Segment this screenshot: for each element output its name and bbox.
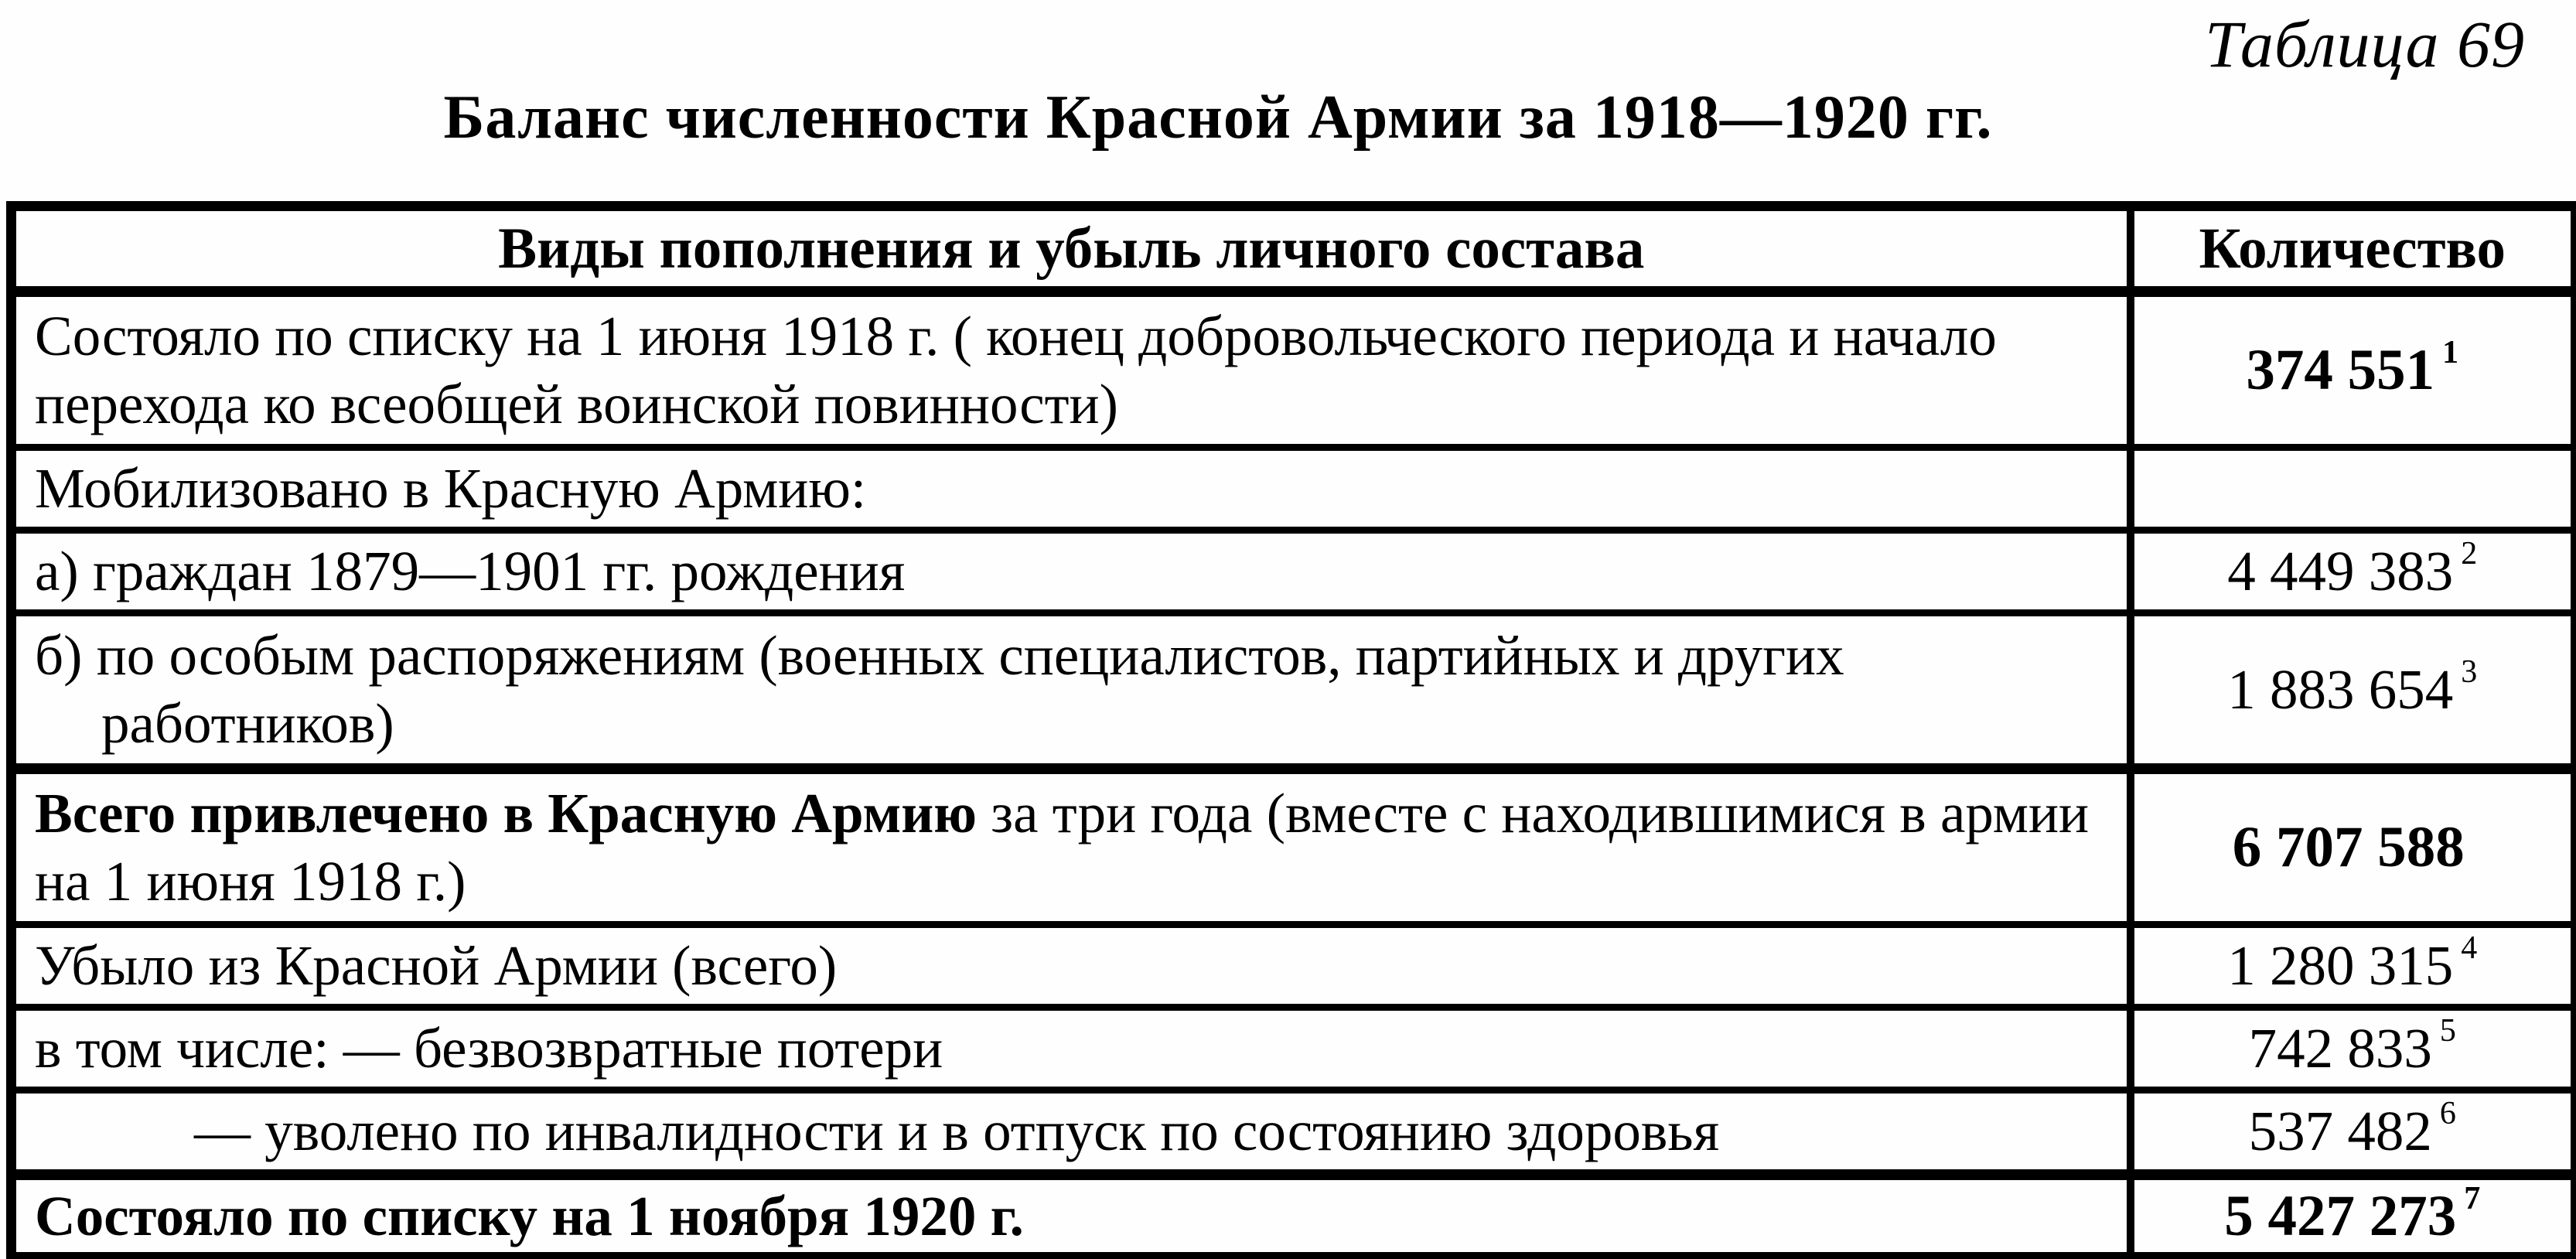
- footnote-marker: 7: [2464, 1180, 2481, 1216]
- column-header-types: Виды пополнения и убыль личного состава: [12, 206, 2131, 292]
- row-label-cell: [12, 292, 2131, 448]
- table-caption-number: Таблица 69: [2205, 7, 2525, 81]
- row-label-text: за три года (вместе с находившимися в армии на 1 июня 1918 г.): [35, 782, 2090, 913]
- row-value-cell: [2131, 1175, 2576, 1257]
- row-label-text: Убыло из Красной Армии (всего): [35, 934, 838, 997]
- row-label-text: в том числе: — безвозвратные потери: [35, 1017, 943, 1080]
- footnote-marker: 1: [2442, 335, 2459, 370]
- table-row: [12, 1175, 2576, 1257]
- table-header-row: [12, 206, 2576, 292]
- row-label-cell: [12, 531, 2131, 613]
- footnote-marker: 3: [2461, 654, 2478, 690]
- row-label-text: а) граждан 1879—1901 гг. рождения: [35, 540, 906, 602]
- table-row: [12, 769, 2576, 925]
- footnote-marker: 6: [2439, 1096, 2456, 1131]
- row-value-cell: [2131, 448, 2576, 531]
- table-row: [12, 1008, 2576, 1090]
- table-row: [12, 448, 2576, 531]
- footnote-marker: 4: [2461, 930, 2478, 966]
- page-title: Баланс численности Красной Армии за 1918—1920 гг.: [443, 84, 1993, 152]
- footnote-marker: 2: [2461, 536, 2478, 571]
- table-row: [12, 613, 2576, 769]
- row-label-text: б) по особым распоряжениям (военных специалистов, партийных и других работников): [35, 624, 1844, 755]
- row-value-cell: [2131, 613, 2576, 769]
- row-value: 4 449 383: [2227, 540, 2454, 602]
- row-value-cell: [2131, 1090, 2576, 1175]
- row-label-text: Мобилизовано в Красную Армию:: [35, 457, 867, 520]
- table-row: [12, 925, 2576, 1008]
- row-label-cell: [12, 1175, 2131, 1257]
- row-value: 374 551: [2246, 338, 2435, 402]
- row-value: 1 280 315: [2227, 934, 2454, 997]
- row-label-cell: [12, 448, 2131, 531]
- row-label-cell: [12, 769, 2131, 925]
- row-value: 742 833: [2248, 1017, 2432, 1080]
- row-value-cell: [2131, 1008, 2576, 1090]
- row-label-lead: Всего привлечено в Красную Армию: [35, 782, 978, 844]
- footnote-marker: 5: [2439, 1013, 2456, 1049]
- row-label-cell: [12, 1008, 2131, 1090]
- row-value-cell: [2131, 531, 2576, 613]
- balance-table: [6, 201, 2576, 1259]
- row-label-cell: [12, 1090, 2131, 1175]
- row-value: 6 707 588: [2232, 815, 2465, 879]
- row-label-cell: [12, 613, 2131, 769]
- row-label-lead: Состояло по списку на 1 ноября 1920 г.: [35, 1184, 1024, 1247]
- table-row: [12, 292, 2576, 448]
- row-value: 5 427 273: [2224, 1183, 2457, 1248]
- table-row: [12, 531, 2576, 613]
- row-label-text: — уволено по инвалидности и в отпуск по состоянию здоровья: [194, 1100, 1720, 1162]
- row-label-cell: [12, 925, 2131, 1008]
- row-value-cell: [2131, 292, 2576, 448]
- row-value-cell: [2131, 925, 2576, 1008]
- column-header-quantity: Количество: [2131, 206, 2576, 292]
- row-value: 1 883 654: [2227, 658, 2454, 721]
- row-label-text: Состояло по списку на 1 июня 1918 г. ( конец добровольческого периода и начало перехода ко всеобщей воинской повинности): [35, 305, 1997, 435]
- table-row: [12, 1090, 2576, 1175]
- row-value: 537 482: [2248, 1100, 2432, 1162]
- row-value-cell: [2131, 769, 2576, 925]
